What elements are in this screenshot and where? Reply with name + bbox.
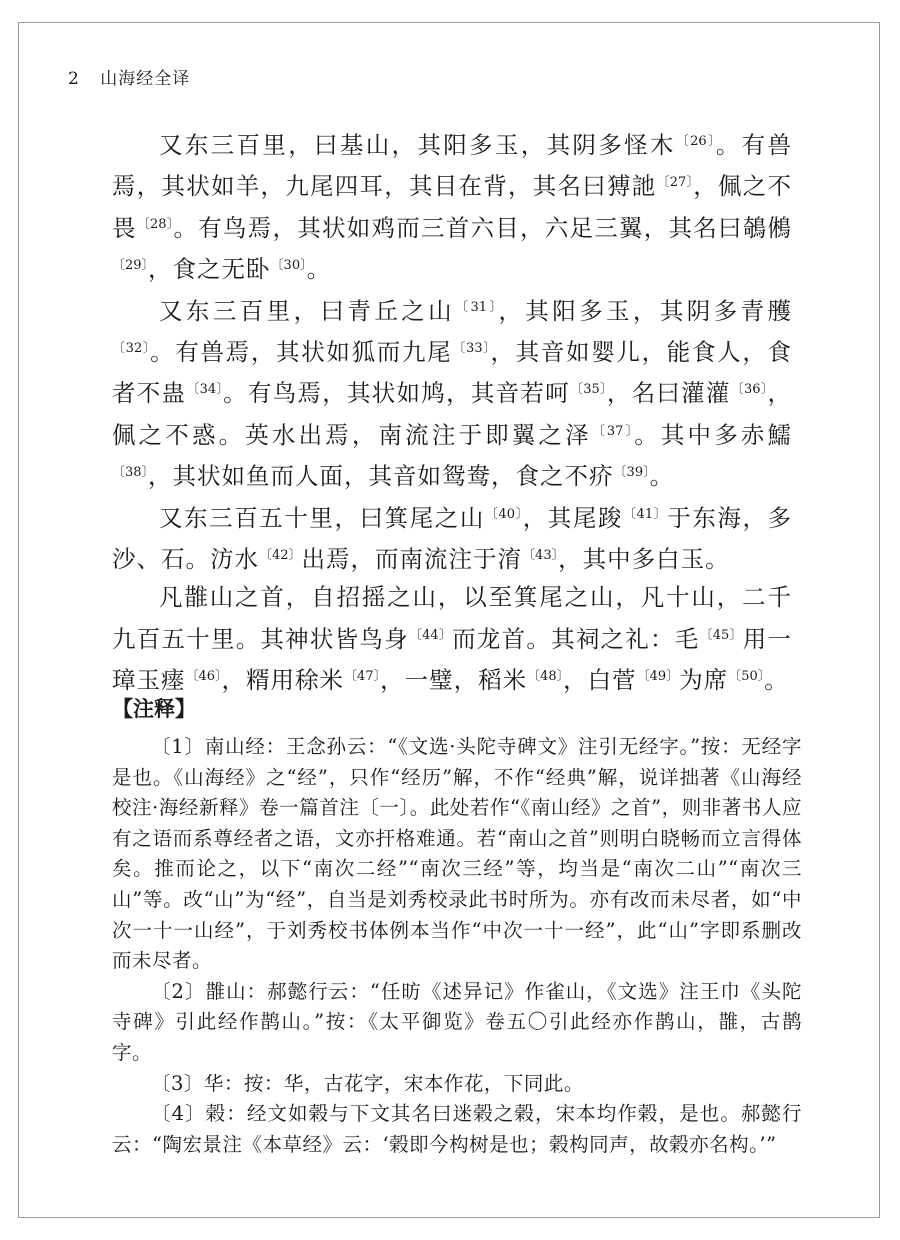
note-item: 〔4〕榖：经文如榖与下文其名曰迷榖之榖，宋本均作榖，是也。郝懿行云：“陶宏景注《本草经》云：‘榖即今构树是也；榖构同声，故榖亦名构。’”: [112, 1102, 802, 1156]
text-run: 又东三百五十里，曰箕尾之山: [159, 503, 485, 532]
text-run: 。: [306, 255, 332, 284]
footnote-ref: 〔38〕: [112, 465, 149, 481]
main-paragraph: [112, 289, 792, 496]
footnote-ref: 〔46〕: [185, 669, 222, 685]
notes-section: [112, 732, 802, 1160]
footnote-ref: 〔27〕: [656, 175, 694, 191]
text-run: 。: [649, 462, 675, 491]
text-run: 于东海，多沙、石。汸水: [112, 503, 793, 574]
footnote-ref: 〔50〕: [728, 669, 765, 685]
main-paragraph: [112, 123, 792, 289]
text-run: 。有兽焉，其状如狐而九尾: [150, 338, 453, 367]
text-run: 又东三百里，曰基山，其阳多玉，其阴多怪木: [159, 131, 676, 159]
book-title: 山海经全译: [100, 69, 191, 89]
footnote-ref: 〔35〕: [569, 382, 607, 398]
footnote-ref: 〔36〕: [730, 382, 768, 398]
footnote-ref: 〔26〕: [675, 134, 716, 149]
footnote-ref: 〔40〕: [484, 506, 523, 522]
footnote-ref: 〔43〕: [522, 548, 559, 564]
notes-heading: 【注释】: [112, 697, 196, 721]
footnote-ref: 〔47〕: [344, 669, 381, 685]
footnote-ref: 〔31〕: [455, 299, 499, 315]
footnote-ref: 〔29〕: [112, 258, 149, 274]
footnote-ref: 〔34〕: [186, 382, 224, 398]
text-run: ，其尾踆: [522, 503, 623, 532]
footnote-ref: 〔32〕: [112, 341, 151, 357]
main-paragraph: [112, 496, 792, 579]
text-run: 为席: [679, 666, 729, 695]
footnote-ref: 〔30〕: [270, 258, 307, 274]
text-run: 凡䧿山之首，自招摇之山，以至箕尾之山，凡十山，二千九百五十里。其神状皆鸟身: [112, 583, 792, 653]
text-run: 。有兽焉，其状如羊，九尾四耳，其目在背，其名曰猼訑: [112, 131, 793, 201]
text-run: ，白菅: [563, 666, 637, 695]
text-run: 。有鸟焉，其状如鸡而三首六目，六足三翼，其名曰鵸鵂: [173, 213, 793, 242]
footnote-ref: 〔42〕: [259, 548, 302, 564]
footnote-ref: 〔49〕: [636, 669, 680, 685]
footnote-ref: 〔39〕: [613, 465, 650, 481]
footnote-ref: 〔37〕: [591, 423, 635, 439]
footnote-ref: 〔45〕: [699, 627, 743, 643]
text-run: 用一璋玉瘗: [112, 624, 793, 695]
main-paragraph: [112, 578, 792, 699]
text-run: ，佩之不畏: [112, 172, 793, 242]
footnote-ref: 〔44〕: [408, 627, 453, 643]
text-run: 。有鸟焉，其状如鸠，其音若呵: [223, 379, 570, 408]
footnote-ref: 〔48〕: [527, 669, 564, 685]
text-run: ，名曰灌灌: [606, 379, 731, 408]
page-number: 2: [68, 69, 80, 89]
note-item: 〔1〕南山经：王念孙云：“《文选·头陀寺碑文》注引无经字。”按：无经字是也。《山海经》之“经”，只作“经历”解，不作“经典”解，说详拙著《山海经校注·海经新释》卷一篇首注〔一〕。此处若作“《南山经》之首”，则非著书人应有之语而系尊经者之语，文亦扞格难通。若“南山之首”则明白晓畅而立言得体矣。推而论之，以下“南次二经”“南次三经”等，均当是“南次二山”“南次三山”等。改“山”为“经”，自当是刘秀校录此书时所为。亦有改而未尽者，如“中次一十一山经”，于刘秀校书体例本当作“中次一十一经”，此“山”字即系删改而未尽者。: [112, 735, 802, 973]
text-run: ，糈用稌米: [221, 666, 345, 695]
text-run: ，一璧，稻米: [380, 666, 528, 695]
note-item: 〔3〕华：按：华，古花字，宋本作花，下同此。: [151, 1071, 584, 1095]
text-run: 出焉，而南流注于淯: [301, 545, 523, 574]
footnote-ref: 〔41〕: [622, 506, 668, 522]
text-run: ，食之无卧: [148, 255, 271, 284]
text-run: 又东三百里，曰青丘之山: [159, 296, 456, 325]
text-run: ，其中多白玉。: [558, 545, 730, 574]
text-run: 。: [764, 666, 789, 695]
text-run: ，佩之不惑。英水出焉，南流注于即翼之泽: [112, 379, 793, 449]
footnote-ref: 〔33〕: [452, 341, 491, 357]
footnote-ref: 〔28〕: [136, 216, 174, 232]
main-text: [112, 123, 792, 700]
note-item: 〔2〕䧿山：郝懿行云：“任昉《述异记》作雀山，《文选》注王巾《头陀寺碑》引此经作鹊山。”按：《太平御览》卷五〇引此经亦作鹊山，䧿，古鹊字。: [112, 979, 802, 1064]
text-run: 而龙首。其祠之礼：毛: [452, 624, 700, 653]
text-run: ，其音如婴儿，能食人，食者不蛊: [112, 338, 793, 408]
text-run: 。其中多赤鱬: [634, 420, 793, 449]
running-header: [68, 68, 190, 90]
text-run: ，其阳多玉，其阴多青雘: [498, 296, 793, 325]
text-run: ，其状如鱼而人面，其音如鸳鸯，食之不疥: [148, 462, 614, 491]
